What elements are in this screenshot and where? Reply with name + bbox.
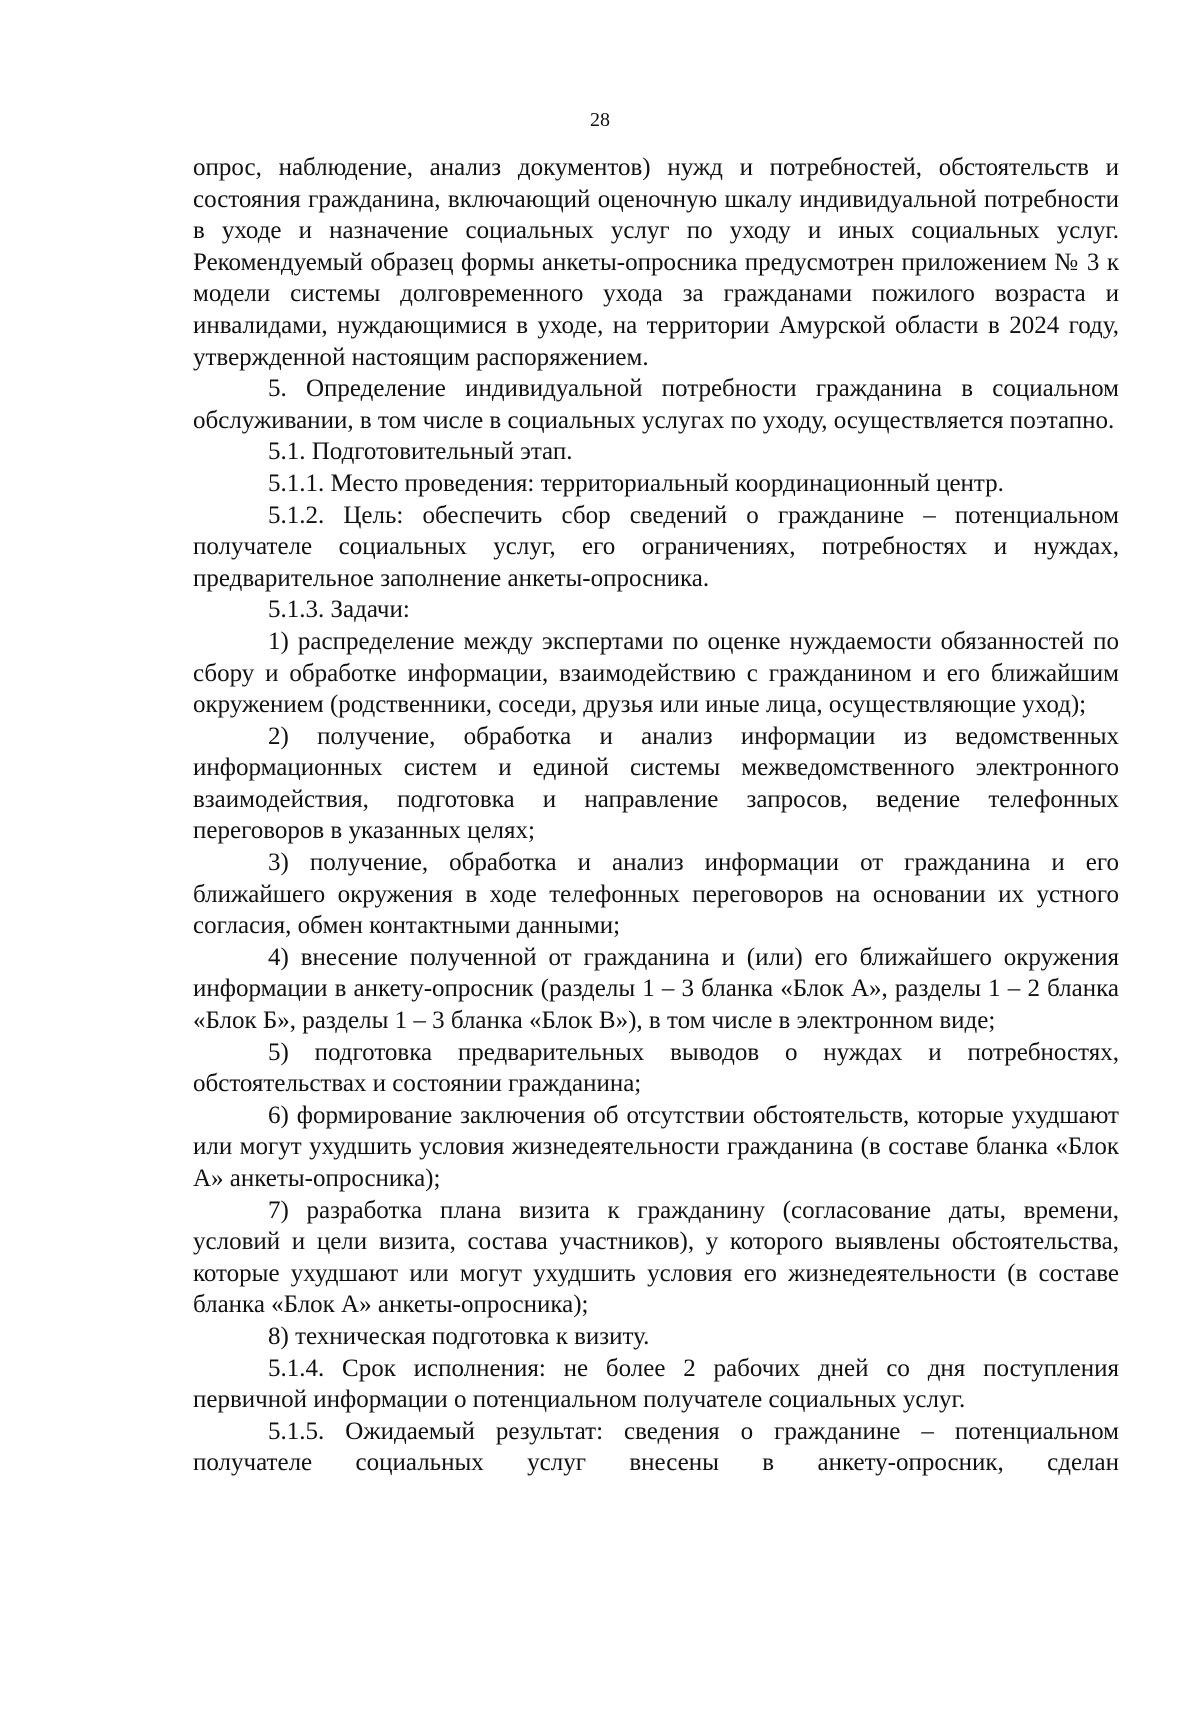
paragraph-continuation: опрос, наблюдение, анализ документов) нужд и потребностей, обстоятельств и состояния гражданина, включающий оценочную шкалу индивидуальной потребности в уходе и назначение социальных услуг по уходу и иных социальных услуг. Рекомендуемый образец формы анкеты-опросника предусмотрен приложением № 3 к модели системы долговременного ухода за гражданами пожилого возраста и инвалидами, нуждающимися в уходе, на территории Амурской области в 2024 году, утвержденной настоящим распоряжением. [193, 154, 1119, 371]
list-item-8: 8) техническая подготовка к визиту. [268, 1322, 650, 1350]
paragraph-item-5-1-4: 5.1.4. Срок исполнения: не более 2 рабочих дней со дня поступления первичной информации о потенциальном получателе социальных услуг. [193, 1354, 1119, 1414]
paragraph-item-5-1-5: 5.1.5. Ожидаемый результат: сведения о гражданине – потенциальном получателе социальных услуг внесены в анкету-опросник, сделан [193, 1417, 1119, 1477]
paragraph-item-5-1: 5.1. Подготовительный этап. [268, 438, 573, 466]
paragraph-item-5: 5. Определение индивидуальной потребности гражданина в социальном обслуживании, в том числе в социальных услугах по уходу, осуществляется поэтапно. [193, 375, 1119, 434]
paragraph-item-5-1-2: 5.1.2. Цель: обеспечить сбор сведений о гражданине – потенциальном получателе социальных услуг, его ограничениях, потребностях и нуждах, предварительное заполнение анкеты-опросника. [193, 501, 1119, 592]
paragraph-item-5-1-1: 5.1.1. Место проведения: территориальный координационный центр. [268, 469, 1004, 497]
paragraph-item-5-1-3: 5.1.3. Задачи: [268, 596, 410, 624]
page-number: 28 [590, 109, 610, 131]
document-body [193, 152, 1119, 1479]
list-item-3: 3) получение, обработка и анализ информации от гражданина и его ближайшего окружения в ходе телефонных переговоров на основании их устного согласия, обмен контактными данными; [193, 849, 1119, 940]
list-item-5: 5) подготовка предварительных выводов о нуждах и потребностях, обстоятельствах и состоянии гражданина; [193, 1038, 1119, 1098]
list-item-4: 4) внесение полученной от гражданина и (или) его ближайшего окружения информации в анкету-опросник (разделы 1 – 3 бланка «Блок А», разделы 1 – 2 бланка «Блок Б», разделы 1 – 3 бланка «Блок В»), в том числе в электронном виде; [193, 943, 1119, 1035]
list-item-6: 6) формирование заключения об отсутствии обстоятельств, которые ухудшают или могут ухудшить условия жизнедеятельности гражданина (в составе бланка «Блок А» анкеты-опросника); [193, 1101, 1119, 1192]
list-item-7: 7) разработка плана визита к гражданину (согласование даты, времени, условий и цели визита, состава участников), у которого выявлены обстоятельства, которые ухудшают или могут ухудшить условия его жизнедеятельности (в составе бланка «Блок А» анкеты-опросника); [193, 1196, 1119, 1319]
list-item-2: 2) получение, обработка и анализ информации из ведомственных информационных систем и единой системы межведомственного электронного взаимодействия, подготовка и направление запросов, ведение телефонных переговоров в указанных целях; [193, 722, 1119, 845]
list-item-1: 1) распределение между экспертами по оценке нуждаемости обязанностей по сбору и обработке информации, взаимодействию с гражданином и его ближайшим окружением (родственники, соседи, друзья или иные лица, осуществляющие уход); [193, 627, 1119, 719]
